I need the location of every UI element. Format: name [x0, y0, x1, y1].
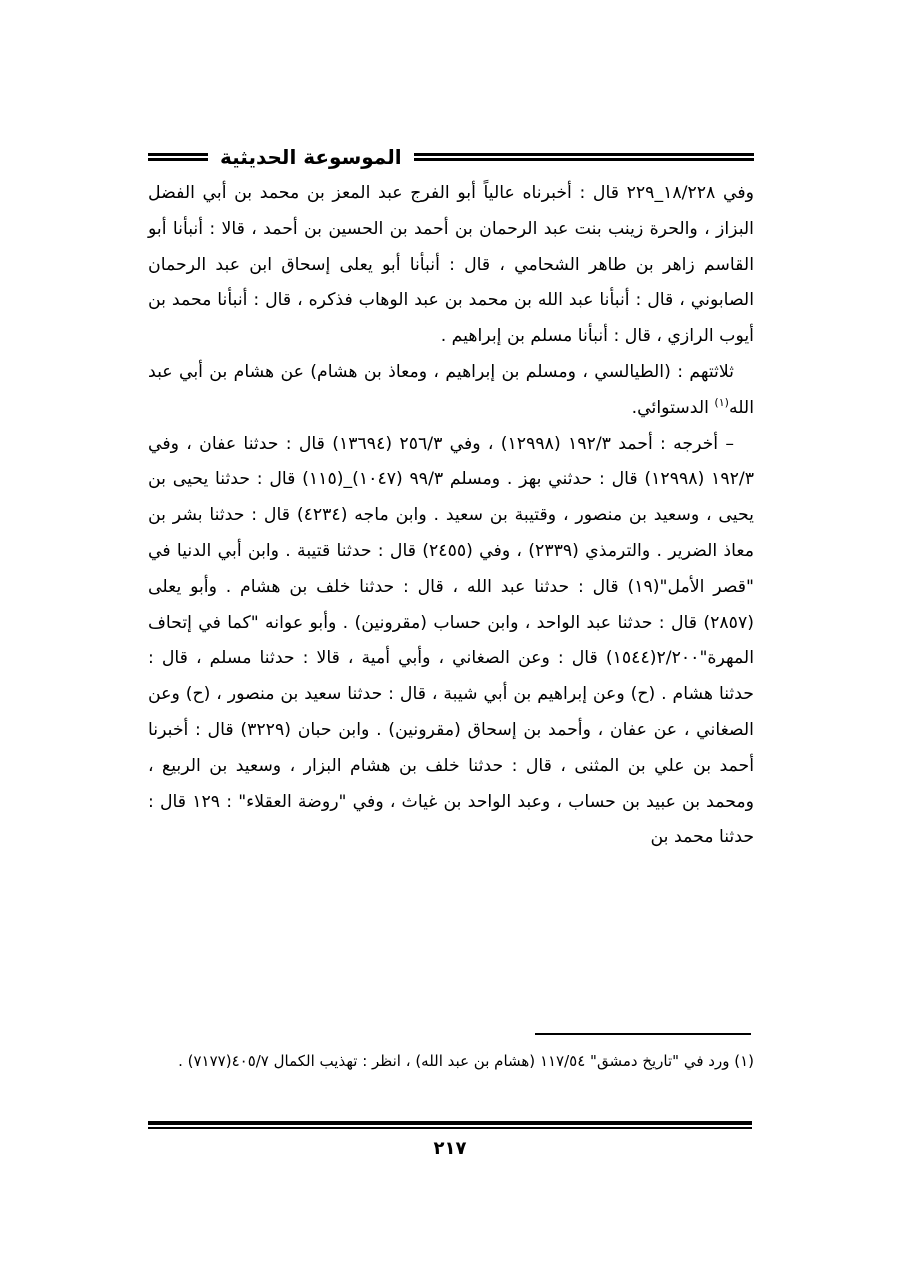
- footnote: [148, 1045, 754, 1078]
- header-rule-left: [148, 153, 208, 161]
- footnote-reference[interactable]: (١): [714, 396, 729, 410]
- paragraph-2-text: ثلاثتهم : (الطيالسي ، ومسلم بن إبراهيم ، ومعاذ بن هشام) عن هشام بن أبي عبد الله: [148, 361, 754, 418]
- header-title: الموسوعة الحديثية: [220, 145, 402, 169]
- bottom-rule: [148, 1121, 752, 1129]
- footnote-separator: [535, 1033, 751, 1035]
- paragraph-3: – أخرجه : أحمد ١٩٢/٣ (١٢٩٩٨) ، وفي ٢٥٦/٣ (١٣٦٩٤) قال : حدثنا عفان ، وفي ١٩٢/٣ (١٢٩٩٨) قال : حدثني بهز . ومسلم ٩٩/٣ (١٠٤٧)_(١١٥) قال : حدثنا يحيى بن يحيى ، وسعيد بن منصور ، وقتيبة بن سعيد . وابن ماجه (٤٢٣٤) قال : حدثنا بشر بن معاذ الضرير . والترمذي (٢٣٣٩) ، وفي (٢٤٥٥) قال : حدثنا قتيبة . وابن أبي الدنيا في "قصر الأمل"(١٩) قال : حدثنا عبد الله ، قال : حدثنا خلف بن هشام . وأبو يعلى (٢٨٥٧) قال : حدثنا عبد الواحد ، وابن حساب (مقرونين) . وأبو عوانه "كما في إتحاف المهرة"٢/٢٠٠(١٥٤٤) قال : وعن الصغاني ، وأبي أمية ، قالا : حدثنا مسلم ، قال : حدثنا هشام . (ح) وعن إبراهيم بن أبي شيبة ، قال : حدثنا سعيد بن منصور ، (ح) وعن الصغاني ، عن عفان ، وأحمد بن إسحاق (مقرونين) . وابن حبان (٣٢٢٩) قال : أخبرنا أحمد بن علي بن المثنى ، قال : حدثنا خلف بن هشام البزار ، وسعيد بن الربيع ، ومحمد بن عبيد بن حساب ، وعبد الواحد بن غياث ، وفي "روضة العقلاء" : ١٢٩ قال : حدثنا محمد بن: [148, 433, 754, 848]
- main-text: [148, 176, 754, 856]
- header-rule-right: [414, 153, 754, 161]
- paragraph-2: [148, 355, 754, 427]
- paragraph-1: وفي ١٨/٢٢٨_٢٢٩ قال : أخبرناه عالياً أبو الفرج عبد المعز بن محمد بن أبي الفضل البزاز ، والحرة زينب بنت عبد الرحمان بن أحمد بن الحسين بن أحمد ، قالا : أنبأنا أبو القاسم زاهر بن طاهر الشحامي ، قال : أنبأنا أبو يعلى إسحاق ابن عبد الرحمان الصابوني ، قال : أنبأنا عبد الله بن محمد بن عبد الوهاب فذكره ، قال : أنبأنا محمد بن أيوب الرازي ، قال : أنبأنا مسلم بن إبراهيم .: [148, 183, 754, 347]
- paragraph-2-tail: الدستوائي.: [631, 397, 715, 418]
- footnote-text: (١) ورد في "تاريخ دمشق" ١١٧/٥٤ (هشام بن عبد الله) ، انظر : تهذيب الكمال ٤٠٥/٧(٧١٧٧) .: [178, 1052, 754, 1070]
- page-number: ٢١٧: [433, 1138, 467, 1159]
- running-header: [148, 140, 754, 174]
